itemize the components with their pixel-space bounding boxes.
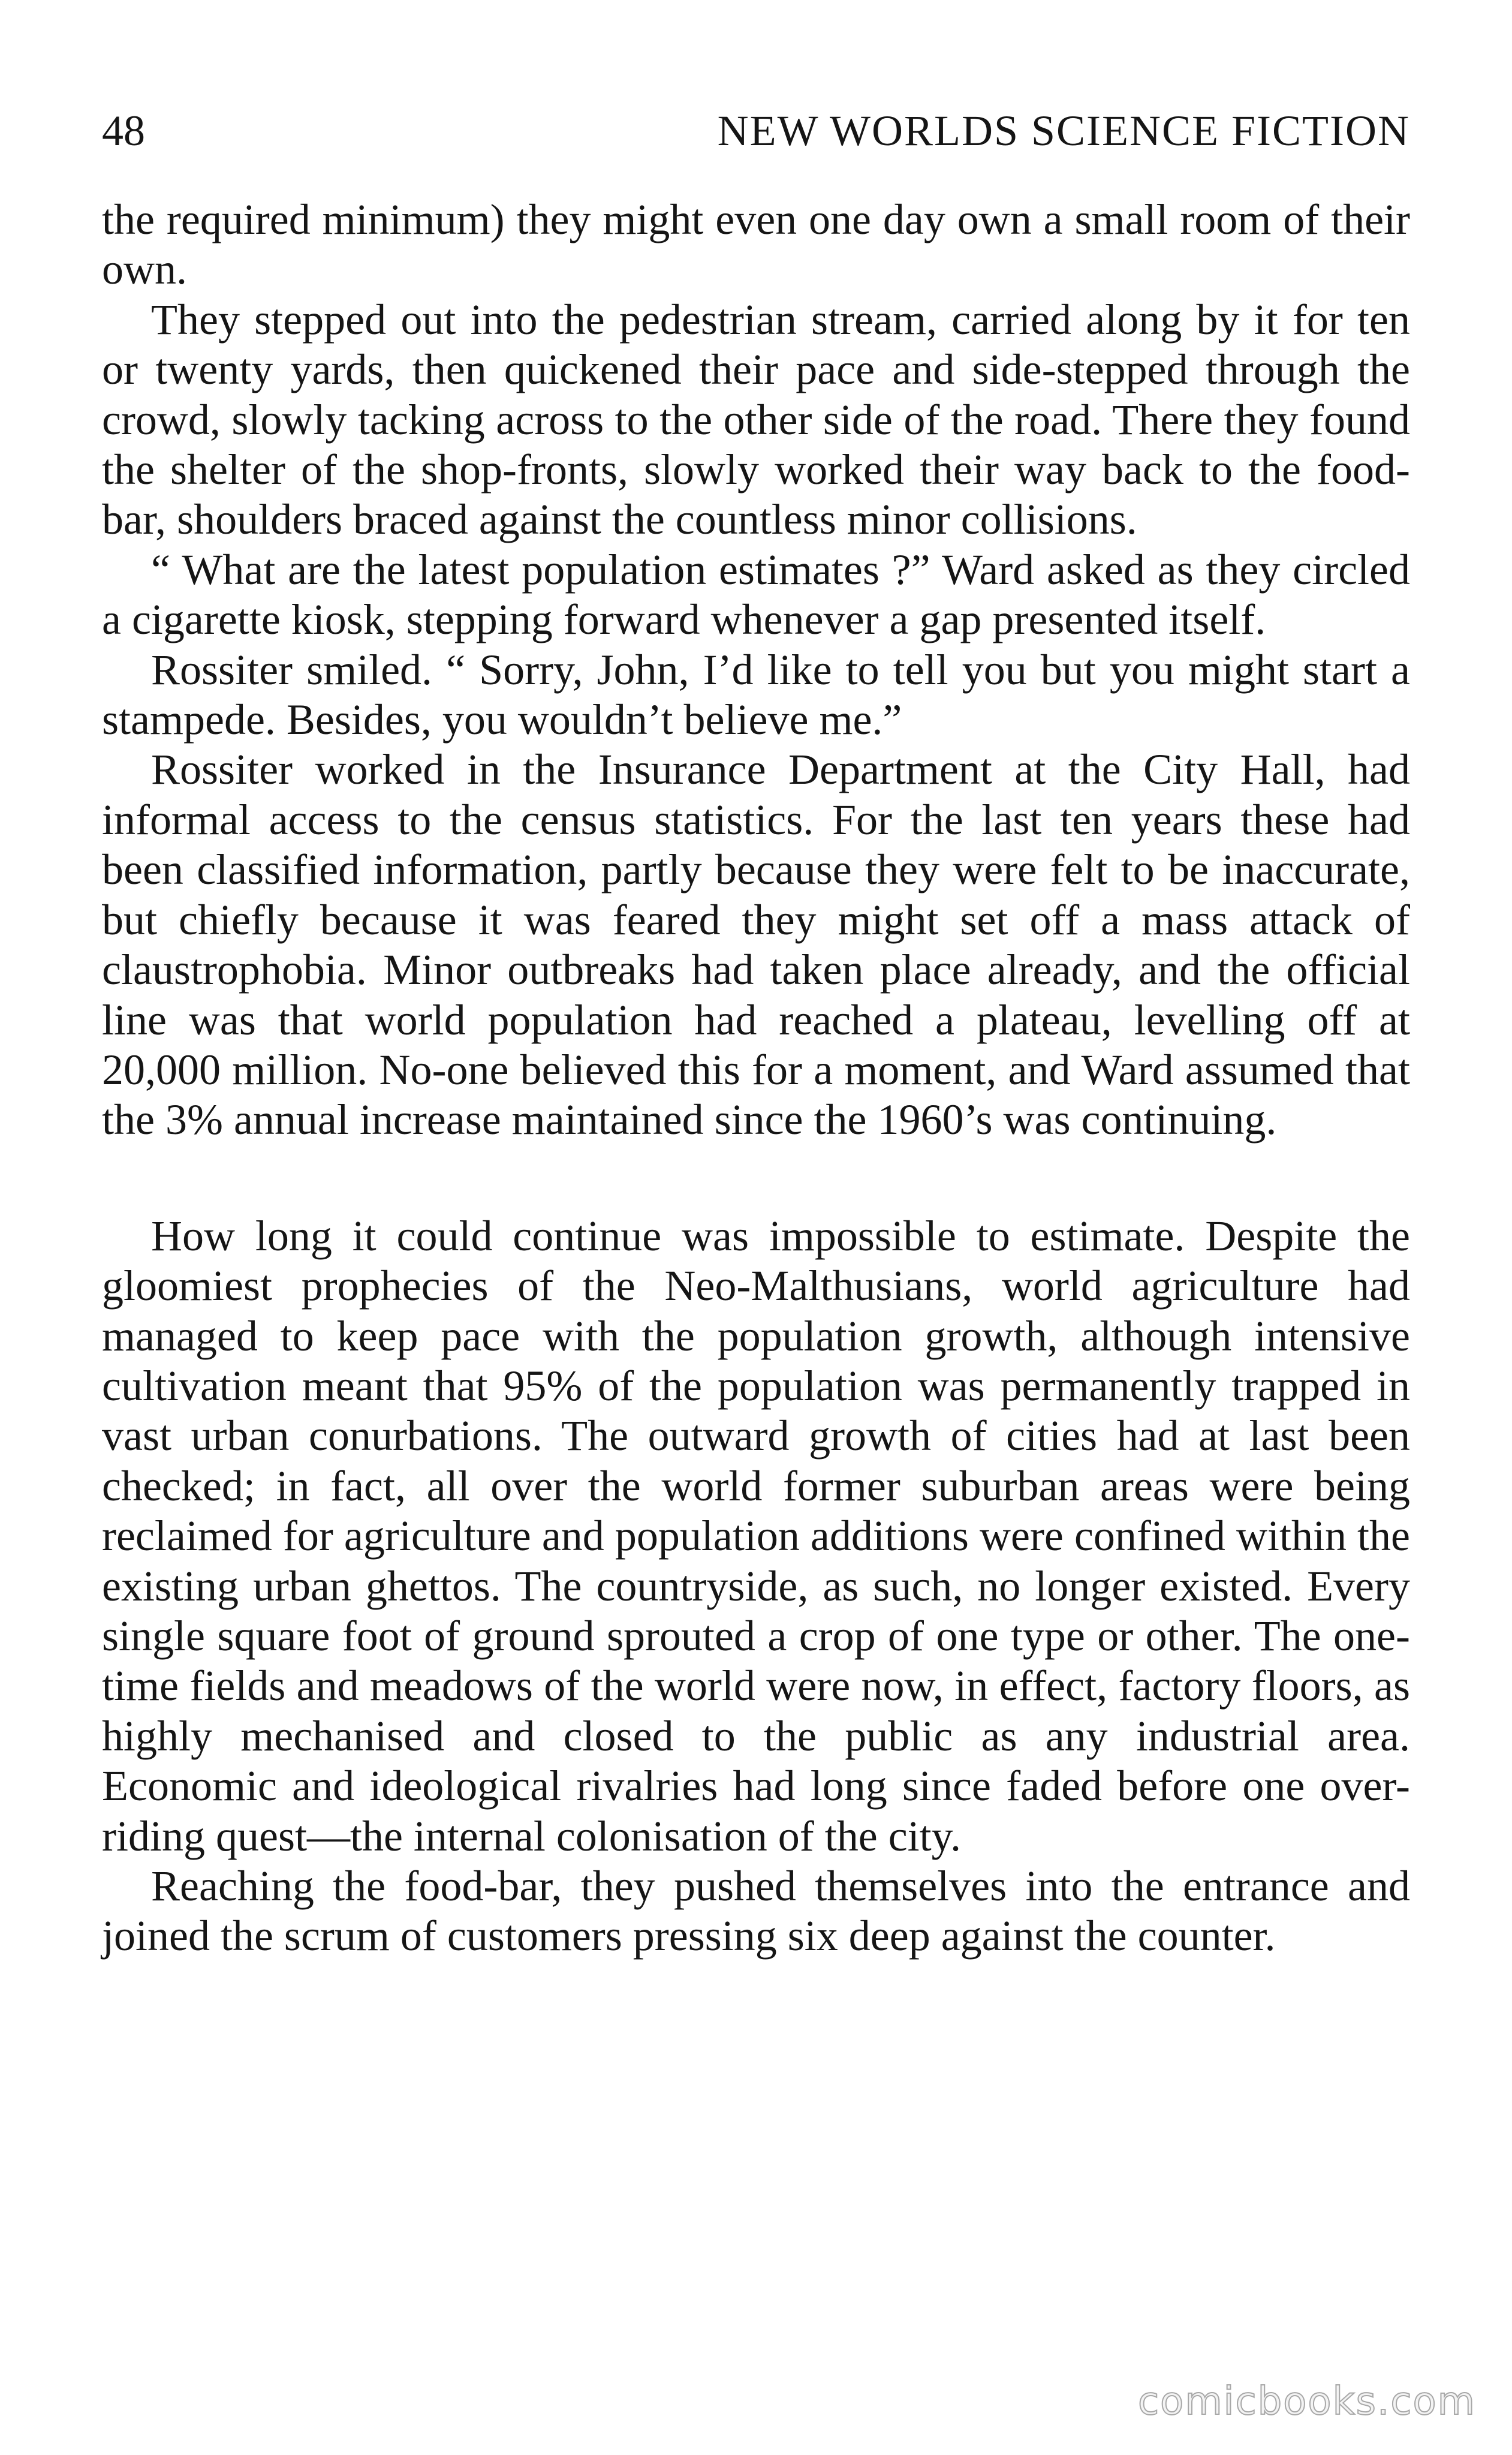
paragraph: Reaching the food-bar, they pushed themselves into the entrance and joined the scrum of customers pressing six deep against the counter. xyxy=(102,1862,1410,1960)
paragraph-section-start: How long it could continue was impossible to estimate. Despite the gloomiest prophecies of the Neo-Malthusians, world agriculture had managed to keep pace with the population growth, although intensive cultivation meant that 95% of the population was permanently trapped in vast urban conurbations. The outward growth of cities had at last been checked; in fact, all over the world former suburban areas were being reclaimed for agriculture and population additions were confined within the existing urban ghettos. The countryside, as such, no longer existed. Every single square foot of ground sprouted a crop of one type or other. The one-time fields and meadows of the world were now, in effect, factory floors, as highly mechanised and closed to the public as any industrial area. Economic and ideological rivalries had long since faded before one over-riding quest—the internal colonisation of the city. xyxy=(102,1211,1410,1860)
paragraph: “ What are the latest population estimates ?” Ward asked as they circled a cigarette kiosk, stepping forward whenever a gap presented itself. xyxy=(102,545,1410,644)
body-text xyxy=(102,195,1410,1961)
paragraph-continued: the required minimum) they might even one day own a small room of their own. xyxy=(102,195,1410,294)
page-number: 48 xyxy=(102,107,145,155)
watermark: comicbooks.com xyxy=(1137,2379,1476,2424)
running-head: NEW WORLDS SCIENCE FICTION xyxy=(717,107,1410,155)
paragraph: Rossiter smiled. “ Sorry, John, I’d like to tell you but you might start a stampede. Besides, you wouldn’t believe me.” xyxy=(102,645,1410,744)
paragraph: They stepped out into the pedestrian stream, carried along by it for ten or twenty yards, then quickened their pace and side-stepped through the crowd, slowly tacking across to the other side of the road. There they found the shelter of the shop-fronts, slowly worked their way back to the food-bar, shoulders braced against the countless minor collisions. xyxy=(102,295,1410,544)
page-header xyxy=(102,101,1410,161)
paragraph: Rossiter worked in the Insurance Department at the City Hall, had informal access to the census statistics. For the last ten years these had been classified information, partly because they were felt to be inaccurate, but chiefly because it was feared they might set off a mass attack of claustrophobia. Minor outbreaks had taken place already, and the official line was that world population had reached a plateau, levelling off at 20,000 million. No-one believed this for a moment, and Ward assumed that the 3% annual increase maintained since the 1960’s was continuing. xyxy=(102,745,1410,1144)
